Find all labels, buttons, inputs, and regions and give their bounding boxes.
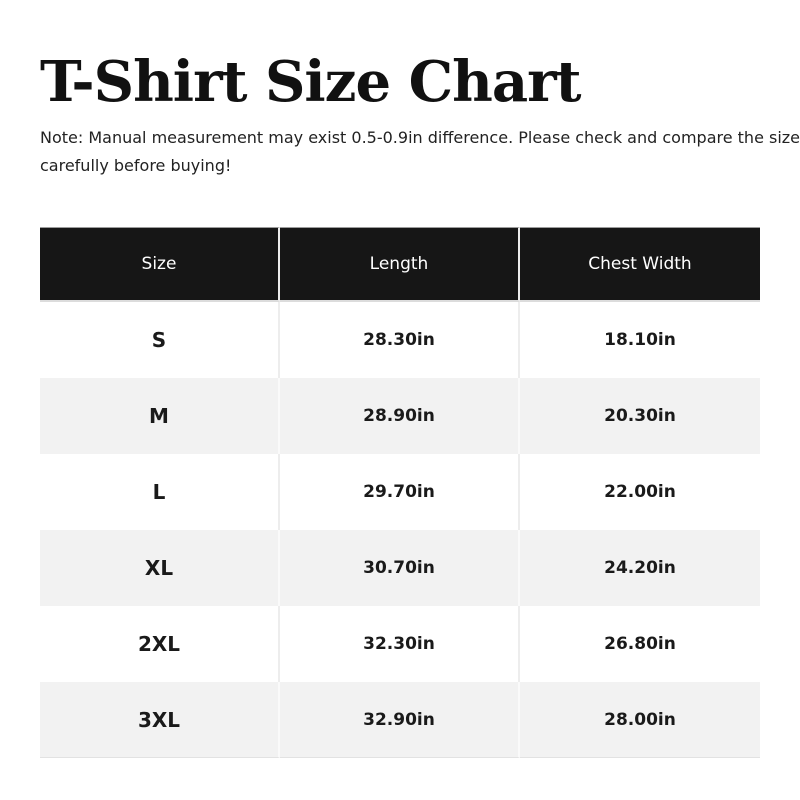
chest-width-cell: 26.80in: [520, 606, 760, 682]
size-cell: S: [40, 302, 280, 378]
size-cell: 2XL: [40, 606, 280, 682]
table-row-l: [40, 454, 760, 530]
measurement-note: [40, 124, 800, 180]
length-cell: 30.70in: [280, 530, 520, 606]
note-line-2: carefully before buying!: [40, 156, 232, 175]
table-row-2xl: [40, 606, 760, 682]
table-row-xl: [40, 530, 760, 606]
table-row-3xl: [40, 682, 760, 758]
chest-width-cell: 28.00in: [520, 682, 760, 758]
size-cell: L: [40, 454, 280, 530]
chest-width-cell: 20.30in: [520, 378, 760, 454]
column-header-chest-width: Chest Width: [520, 227, 760, 302]
page-title: T-Shirt Size Chart: [40, 49, 581, 115]
size-cell: XL: [40, 530, 280, 606]
column-header-size: Size: [40, 227, 280, 302]
table-row-s: [40, 302, 760, 378]
table-header-row: [40, 227, 760, 302]
length-cell: 32.30in: [280, 606, 520, 682]
size-cell: M: [40, 378, 280, 454]
chest-width-cell: 24.20in: [520, 530, 760, 606]
size-cell: 3XL: [40, 682, 280, 758]
length-cell: 28.30in: [280, 302, 520, 378]
chest-width-cell: 22.00in: [520, 454, 760, 530]
length-cell: 32.90in: [280, 682, 520, 758]
length-cell: 29.70in: [280, 454, 520, 530]
column-header-length: Length: [280, 227, 520, 302]
chest-width-cell: 18.10in: [520, 302, 760, 378]
note-line-1: Note: Manual measurement may exist 0.5-0.9in difference. Please check and compare the size: [40, 128, 800, 147]
length-cell: 28.90in: [280, 378, 520, 454]
table-row-m: [40, 378, 760, 454]
size-chart-table: [40, 227, 760, 758]
